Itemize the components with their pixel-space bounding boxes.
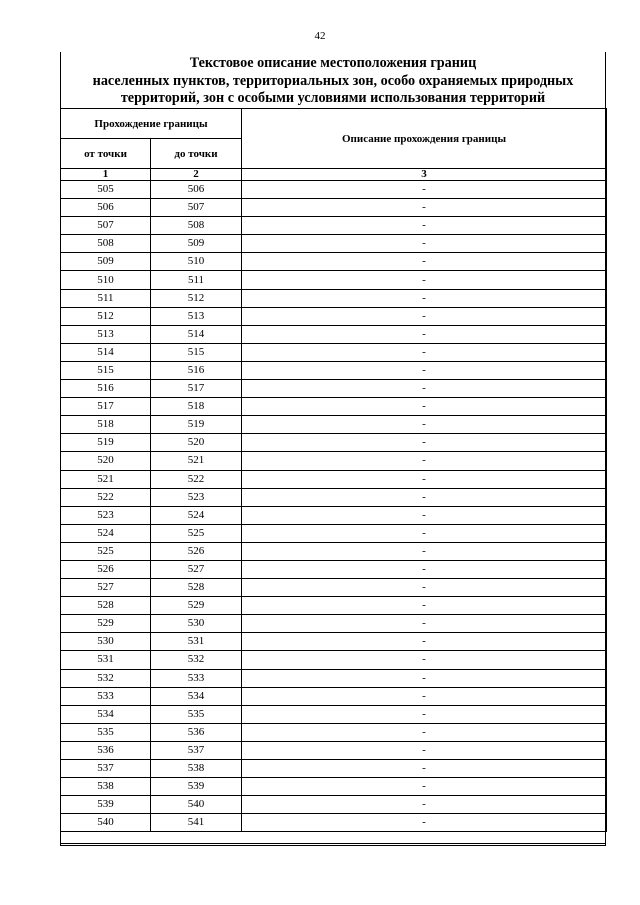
cell-from: 506 (61, 199, 151, 217)
cell-to: 510 (151, 253, 242, 271)
col-number-3: 3 (242, 169, 607, 181)
cell-desc: - (242, 271, 607, 289)
cell-desc: - (242, 416, 607, 434)
cell-to: 533 (151, 669, 242, 687)
table-row (61, 669, 607, 687)
group-header: Прохождение границы (61, 109, 242, 139)
cell-to: 538 (151, 760, 242, 778)
table-row (61, 796, 607, 814)
table-row (61, 307, 607, 325)
table-row (61, 398, 607, 416)
cell-to: 506 (151, 181, 242, 199)
cell-desc: - (242, 398, 607, 416)
cell-from: 508 (61, 235, 151, 253)
cell-desc: - (242, 669, 607, 687)
cell-to: 532 (151, 651, 242, 669)
cell-from: 520 (61, 452, 151, 470)
cell-to: 530 (151, 615, 242, 633)
cell-from: 521 (61, 470, 151, 488)
cell-to: 512 (151, 289, 242, 307)
cell-to: 539 (151, 778, 242, 796)
cell-from: 514 (61, 343, 151, 361)
cell-from: 530 (61, 633, 151, 651)
cell-to: 534 (151, 687, 242, 705)
cell-from: 537 (61, 760, 151, 778)
cell-desc: - (242, 542, 607, 560)
cell-to: 527 (151, 560, 242, 578)
cell-from: 525 (61, 542, 151, 560)
cell-desc: - (242, 434, 607, 452)
col-number-1: 1 (61, 169, 151, 181)
cell-desc: - (242, 741, 607, 759)
cell-to: 520 (151, 434, 242, 452)
cell-to: 525 (151, 524, 242, 542)
cell-desc: - (242, 253, 607, 271)
cell-desc: - (242, 506, 607, 524)
cell-from: 529 (61, 615, 151, 633)
cell-to: 513 (151, 307, 242, 325)
cell-to: 536 (151, 723, 242, 741)
table-row (61, 579, 607, 597)
cell-to: 524 (151, 506, 242, 524)
cell-from: 539 (61, 796, 151, 814)
cell-desc: - (242, 361, 607, 379)
title-line-1: Текстовое описание местоположения границ (189, 55, 477, 71)
cell-desc: - (242, 380, 607, 398)
cell-desc: - (242, 760, 607, 778)
cell-desc: - (242, 181, 607, 199)
table-row (61, 235, 607, 253)
cell-desc: - (242, 651, 607, 669)
cell-desc: - (242, 633, 607, 651)
cell-desc: - (242, 235, 607, 253)
table-row (61, 778, 607, 796)
cell-desc: - (242, 560, 607, 578)
cell-desc: - (242, 524, 607, 542)
col-number-2: 2 (151, 169, 242, 181)
cell-from: 516 (61, 380, 151, 398)
cell-to: 526 (151, 542, 242, 560)
table-row (61, 560, 607, 578)
cell-from: 518 (61, 416, 151, 434)
cell-to: 515 (151, 343, 242, 361)
table-body (61, 181, 607, 832)
cell-to: 529 (151, 597, 242, 615)
cell-from: 536 (61, 741, 151, 759)
cell-to: 528 (151, 579, 242, 597)
page-number: 42 (314, 30, 326, 42)
cell-from: 523 (61, 506, 151, 524)
table-row (61, 488, 607, 506)
cell-from: 526 (61, 560, 151, 578)
cell-desc: - (242, 597, 607, 615)
cell-from: 535 (61, 723, 151, 741)
table-row (61, 705, 607, 723)
cell-from: 511 (61, 289, 151, 307)
title-line-3: территорий, зон с особыми условиями использования территорий (120, 90, 546, 106)
cell-to: 507 (151, 199, 242, 217)
table-row (61, 380, 607, 398)
cell-to: 523 (151, 488, 242, 506)
table-row (61, 343, 607, 361)
cell-to: 508 (151, 217, 242, 235)
document-frame-bottom (60, 843, 606, 846)
cell-to: 535 (151, 705, 242, 723)
table-row (61, 271, 607, 289)
cell-from: 512 (61, 307, 151, 325)
cell-desc: - (242, 615, 607, 633)
to-header: до точки (151, 139, 242, 169)
cell-desc: - (242, 723, 607, 741)
cell-desc: - (242, 325, 607, 343)
table-row (61, 361, 607, 379)
description-header: Описание прохождения границы (242, 109, 607, 169)
cell-from: 507 (61, 217, 151, 235)
table-row (61, 289, 607, 307)
table-row (61, 651, 607, 669)
cell-desc: - (242, 579, 607, 597)
table-row (61, 741, 607, 759)
cell-to: 531 (151, 633, 242, 651)
cell-to: 514 (151, 325, 242, 343)
cell-to: 540 (151, 796, 242, 814)
table-row (61, 633, 607, 651)
cell-from: 513 (61, 325, 151, 343)
cell-from: 519 (61, 434, 151, 452)
cell-desc: - (242, 217, 607, 235)
table-row (61, 217, 607, 235)
table-row (61, 542, 607, 560)
cell-to: 509 (151, 235, 242, 253)
cell-desc: - (242, 343, 607, 361)
table-row (61, 615, 607, 633)
table-row (61, 452, 607, 470)
table-row (61, 199, 607, 217)
cell-from: 534 (61, 705, 151, 723)
table-row (61, 760, 607, 778)
table-row (61, 524, 607, 542)
cell-from: 510 (61, 271, 151, 289)
cell-to: 516 (151, 361, 242, 379)
cell-desc: - (242, 488, 607, 506)
from-header: от точки (61, 139, 151, 169)
table-row (61, 470, 607, 488)
table-row (61, 506, 607, 524)
cell-desc: - (242, 307, 607, 325)
cell-desc: - (242, 814, 607, 832)
cell-from: 528 (61, 597, 151, 615)
cell-from: 509 (61, 253, 151, 271)
cell-desc: - (242, 687, 607, 705)
cell-to: 541 (151, 814, 242, 832)
table-row (61, 181, 607, 199)
cell-to: 537 (151, 741, 242, 759)
table-row (61, 253, 607, 271)
cell-to: 521 (151, 452, 242, 470)
cell-from: 527 (61, 579, 151, 597)
cell-from: 538 (61, 778, 151, 796)
cell-desc: - (242, 452, 607, 470)
cell-desc: - (242, 796, 607, 814)
cell-to: 519 (151, 416, 242, 434)
title-line-2: населенных пунктов, территориальных зон, особо охраняемых природных (92, 72, 574, 89)
table-row (61, 687, 607, 705)
cell-from: 522 (61, 488, 151, 506)
cell-from: 531 (61, 651, 151, 669)
cell-to: 517 (151, 380, 242, 398)
cell-to: 522 (151, 470, 242, 488)
document-title (60, 55, 606, 108)
cell-desc: - (242, 470, 607, 488)
cell-desc: - (242, 705, 607, 723)
cell-from: 515 (61, 361, 151, 379)
cell-from: 505 (61, 181, 151, 199)
table-row (61, 416, 607, 434)
boundary-table (60, 108, 607, 832)
cell-to: 518 (151, 398, 242, 416)
table-row (61, 434, 607, 452)
table-row (61, 597, 607, 615)
cell-desc: - (242, 199, 607, 217)
table-row (61, 814, 607, 832)
cell-from: 532 (61, 669, 151, 687)
cell-from: 540 (61, 814, 151, 832)
cell-desc: - (242, 778, 607, 796)
cell-from: 524 (61, 524, 151, 542)
cell-from: 517 (61, 398, 151, 416)
cell-to: 511 (151, 271, 242, 289)
cell-desc: - (242, 289, 607, 307)
table-row (61, 325, 607, 343)
table-row (61, 723, 607, 741)
cell-from: 533 (61, 687, 151, 705)
